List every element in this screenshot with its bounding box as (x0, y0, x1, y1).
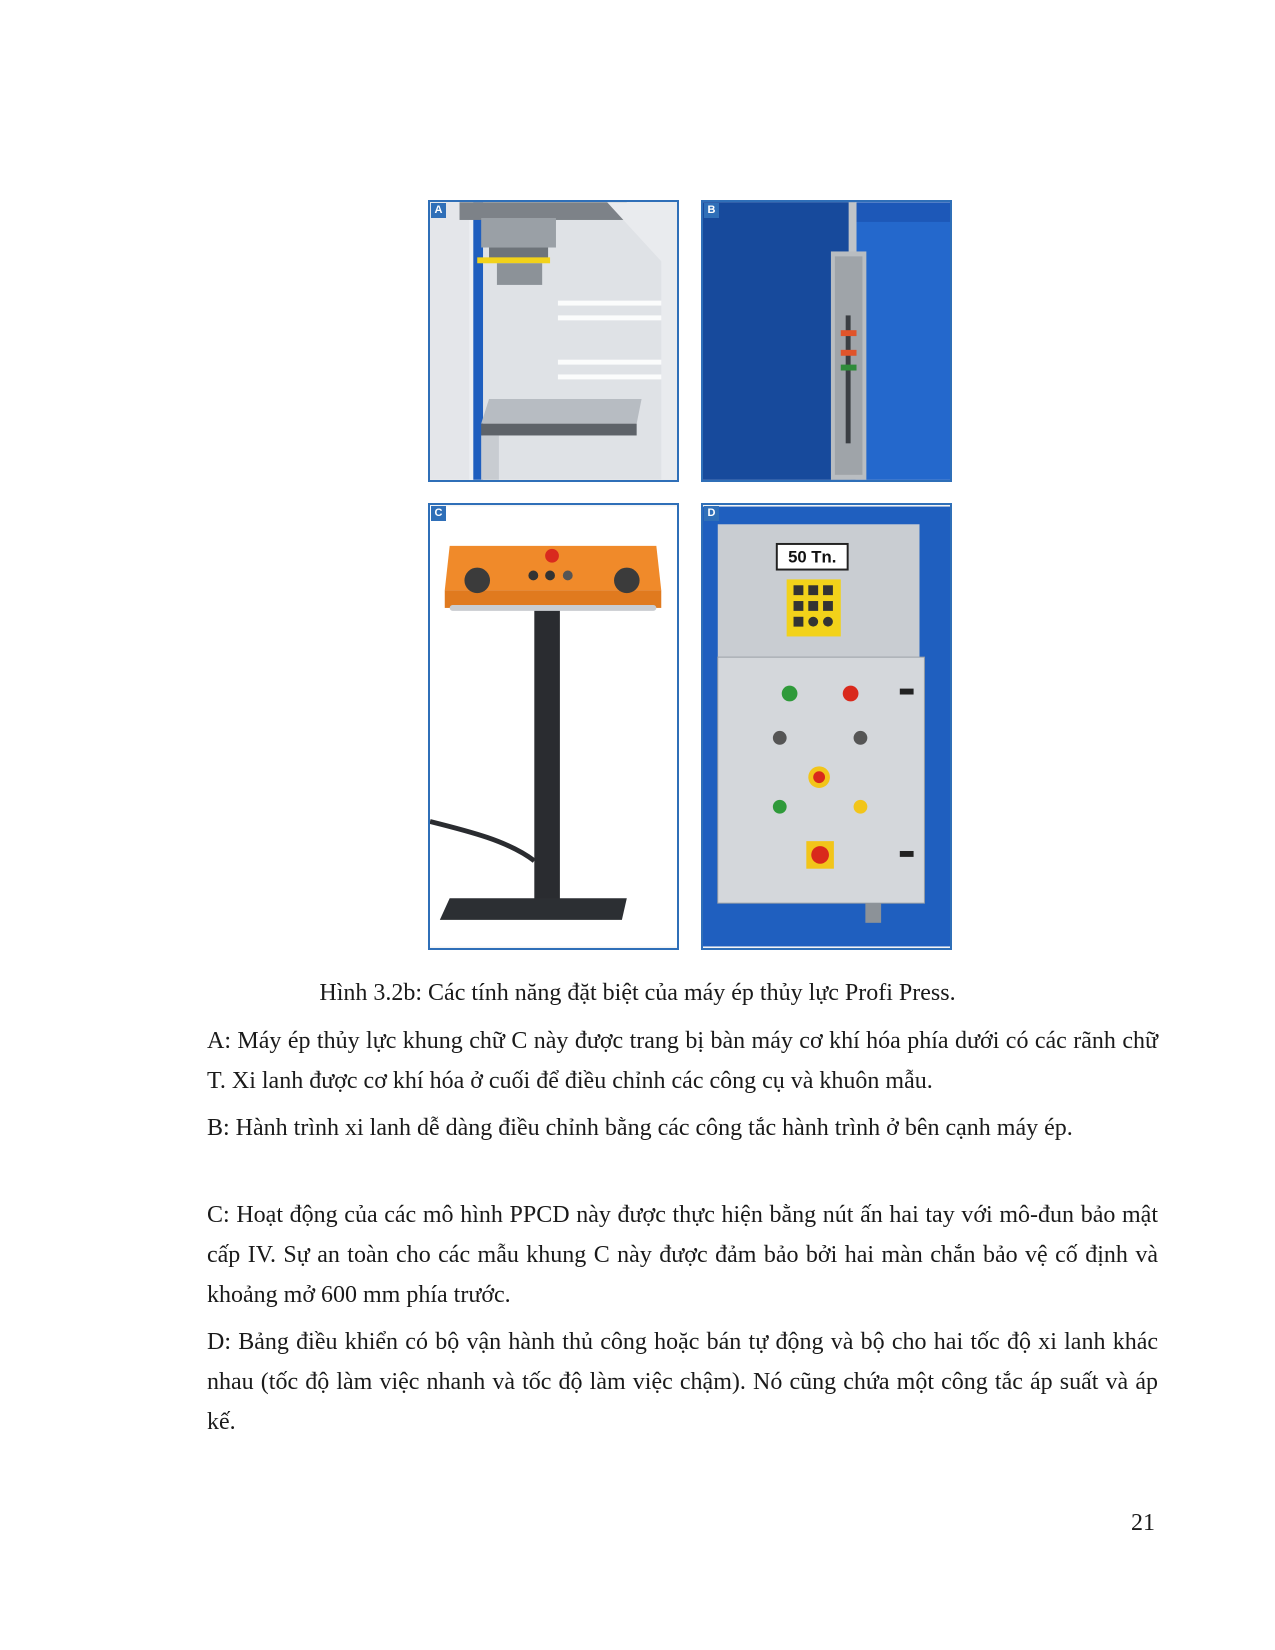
stroke-switch-image (703, 202, 950, 480)
panel-tag-b: B (704, 203, 719, 218)
two-hand-control-image (430, 505, 677, 948)
figure-panel-a (428, 200, 679, 482)
figure-panel-c (428, 503, 679, 950)
panel-tag-d: D (704, 506, 719, 521)
control-panel-image (703, 505, 950, 948)
panel-tag-c: C (431, 506, 446, 521)
panel-tag-a: A (431, 203, 446, 218)
paragraph-c: C: Hoạt động của các mô hình PPCD này được thực hiện bằng nút ấn hai tay với mô-đun bảo mật cấp IV. Sự an toàn cho các mẫu khung C này được đảm bảo bởi hai màn chắn bảo vệ cố định và khoảng mở 600 mm phía trước. (207, 1202, 1158, 1308)
page-number: 21 (1131, 1510, 1155, 1536)
paragraph-a: A: Máy ép thủy lực khung chữ C này được trang bị bàn máy cơ khí hóa phía dưới có các rãnh chữ T. Xi lanh được cơ khí hóa ở cuối để điều chỉnh các công cụ và khuôn mẫu. (207, 1028, 1158, 1094)
figure-panel-d (701, 503, 952, 950)
paragraph-d: D: Bảng điều khiển có bộ vận hành thủ công hoặc bán tự động và bộ cho hai tốc độ xi lanh khác nhau (tốc độ làm việc nhanh và tốc độ làm việc chậm). Nó cũng chứa một công tắc áp suất và áp kế. (207, 1329, 1158, 1435)
figure-panel-b (701, 200, 952, 482)
press-capacity-label: 50 Tn. (788, 547, 837, 567)
paragraph-b: B: Hành trình xi lanh dễ dàng điều chỉnh bằng các công tắc hành trình ở bên cạnh máy ép. (207, 1115, 1073, 1141)
figure-caption: Hình 3.2b: Các tính năng đặt biệt của máy ép thủy lực Profi Press. (319, 980, 956, 1006)
press-c-frame-image (430, 202, 677, 480)
